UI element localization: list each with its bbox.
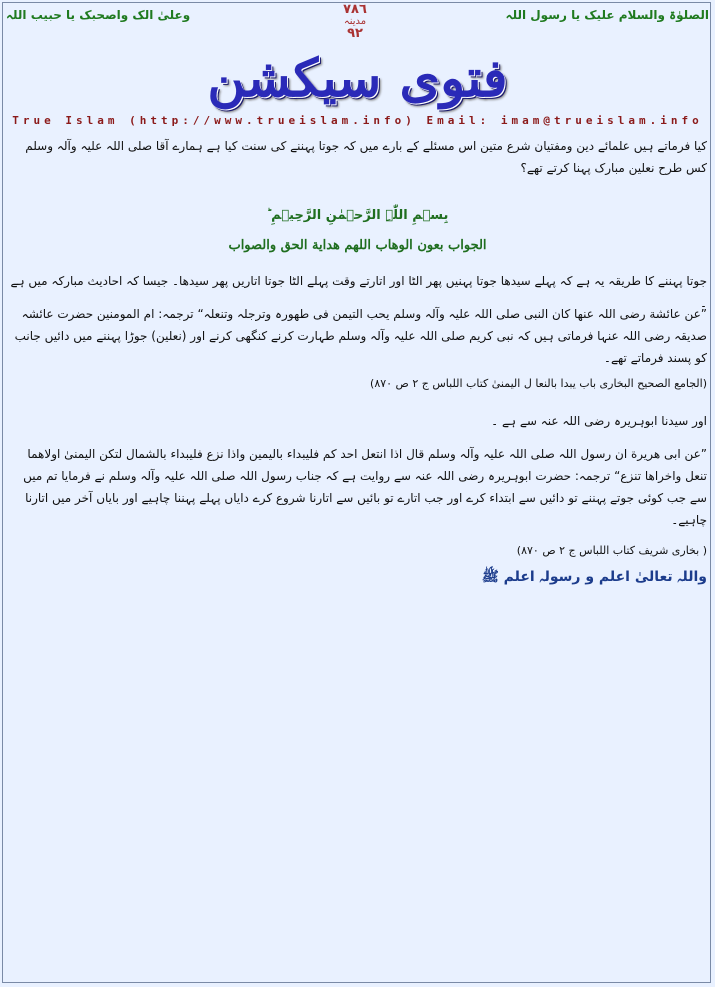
bismillah: بِسۡمِ اللّٰہِ الرَّحۡمٰنِ الرَّحِیۡمِ ؕ [266,208,449,223]
answer-paragraph-2: اور سیدنا ابوہریرہ رضی اللہ عنہ سے ہے ۔ [491,414,707,428]
site-contact-line: True Islam (http://www.trueislam.info) Email: imam@trueislam.info [12,114,703,127]
header-salutation-left: وعلیٰ الک واصحبک یا حبیب اللہ [6,8,191,22]
header-number-top: ٧٨٦ [343,2,367,17]
closing-statement: واللہ تعالیٰ اعلم و رسولہ اعلم ﷺ [481,569,707,585]
hadith-abu-hurairah: ”عن ابی ھریرة ان رسول اللہ صلی اللہ علیہ وآلہ وسلم قال اذا انتعل احد کم فلیبداء بالیمین واذا نزع فلیبداء بالشمال لتکن الیمنیٰ اولاھما تنعل واخراھا تنزع“ ترجمہ: حضرت ابوہریرہ رضی اللہ عنہ سے روایت ہے کہ جناب رسول اللہ صلی اللہ علیہ وآلہ وسلم نے فرمایا تم میں سے جب کوئی جوتے پہننے تو دائیں سے ابتداء کرے اور جب اتارے تو بائیں سے اتارنا شروع کرے دایاں پہلے پہننا چاہیے اور بایاں آخر میں اتارنا چاہیے۔ [23,447,707,527]
hadith-aisha: ”عن عائشة رضی اللہ عنھا کان النبی صلی اللہ علیہ وآلہ وسلم یحب التیمن فی طھورہ وترجلہ وتنعلہ“ ترجمہ: ام المومنین حضرت عائشہ صدیقہ رضی اللہ عنہا فرماتی ہیں کہ نبی کریم صلی اللہ علیہ وآلہ وسلم طہارت کرنے کنگھی کرنے اور (نعلین) جوڑا پہننے میں دائیں جانب کو پسند فرماتے تھے۔ [14,307,707,365]
reference-bukhari-2: ( بخاری شریف کتاب اللباس ج ٢ ص ٨٧٠) [516,544,707,557]
header-salutation-right: الصلوٰۃ والسلام علیک یا رسول اللہ [505,8,709,22]
fatwa-section-banner: فتوی سیکشن [207,48,508,109]
header-number-block [320,4,390,40]
reference-bukhari-1: (الجامع الصحیح البخاری باب یبدا بالنعا ل الیمنیٰ کتاب اللباس ج ٢ ص ٨٧٠) [370,377,707,390]
answer-paragraph-1: جوتا پہننے کا طریقہ یہ ہے کہ پہلے سیدھا جوتا پہنیں پھر الٹا اور اتارتے وقت پہلے الٹا جوتا اتاریں پھر سیدھا۔ جیسا کہ احادیث مبارکہ میں ہے ۔ [10,274,707,310]
question-text: کیا فرماتے ہیں علمائے دین ومفتیان شرع متین اس مسئلے کے بارے میں کہ جوتا پہننے کی سنت کیا ہے ہمارے آقا صلی اللہ علیہ وآلہ وسلم کس طرح نعلین مبارک پہنا کرتے تھے؟ [25,139,707,175]
header-number-bottom: ٩٢ [347,26,363,41]
header-medina: مدینہ [343,16,367,27]
answer-heading: الجواب بعون الوھاب اللھم ھدایة الحق والصواب [228,238,487,253]
